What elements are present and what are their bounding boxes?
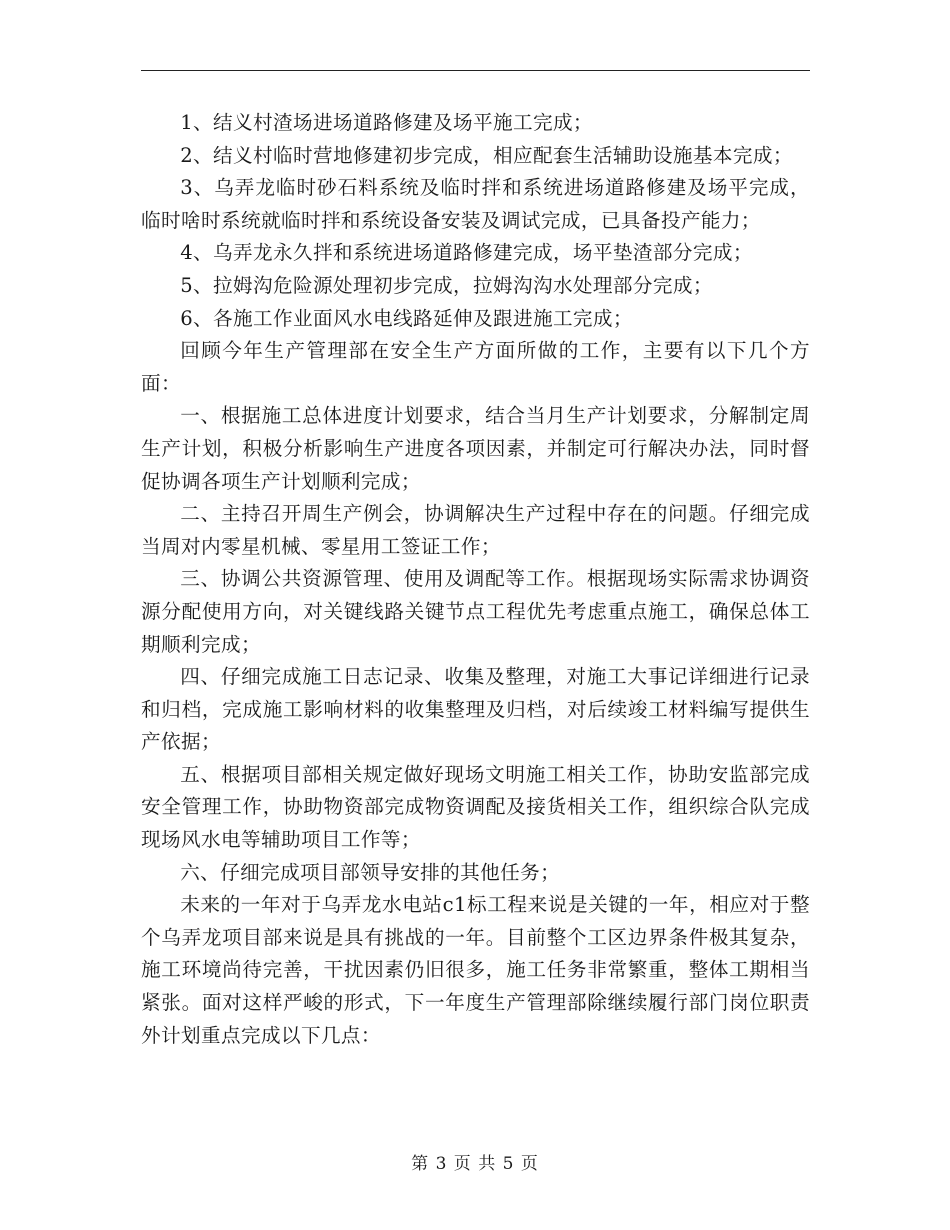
header-rule (141, 70, 810, 71)
paragraph: 1、结义村渣场进场道路修建及场平施工完成； (180, 111, 593, 134)
paragraph: 二、主持召开周生产例会，协调解决生产过程中存在的问题。仔细完成当周对内零星机械、零星用工签证工作； (141, 502, 810, 558)
paragraph: 4、乌弄龙永久拌和系统进场道路修建完成，场平垫渣部分完成； (180, 241, 753, 265)
paragraph: 六、仔细完成项目部领导安排的其他任务； (180, 860, 561, 884)
paragraph: 5、拉姆沟危险源处理初步完成，拉姆沟沟水处理部分完成； (180, 273, 713, 297)
paragraph: 五、根据项目部相关规定做好现场文明施工相关工作，协助安监部完成安全管理工作，协助物资部完成物资调配及接货相关工作，组织综合队完成现场风水电等辅助项目工作等； (141, 762, 810, 852)
footer-suffix: 页 (520, 1154, 539, 1174)
page-footer (0, 1149, 950, 1174)
footer-prefix: 第 (411, 1154, 430, 1174)
paragraph: 一、根据施工总体进度计划要求，结合当月生产计划要求，分解制定周生产计划，积极分析影响生产进度各项因素，并制定可行解决办法，同时督促协调各项生产计划顺利完成； (141, 404, 810, 493)
paragraph: 四、仔细完成施工日志记录、收集及整理，对施工大事记详细进行记录和归档，完成施工影响材料的收集整理及归档，对后续竣工材料编写提供生产依据； (141, 665, 810, 754)
paragraph: 三、协调公共资源管理、使用及调配等工作。根据现场实际需求协调资源分配使用方向，对关键线路关键节点工程优先考虑重点施工，确保总体工期顺利完成； (141, 567, 810, 656)
paragraph: 未来的一年对于乌弄龙水电站c1标工程来说是关键的一年，相应对于整个乌弄龙项目部来说是具有挑战的一年。目前整个工区边界条件极其复杂，施工环境尚待完善，干扰因素仍旧很多，施工任务非常繁重，整体工期相当紧张。面对这样严峻的形式，下一年度生产管理部除继续履行部门岗位职责外计划重点完成以下几点： (141, 893, 810, 1047)
paragraph: 2、结义村临时营地修建初步完成，相应配套生活辅助设施基本完成； (180, 143, 793, 167)
footer-current-page: 3 (435, 1154, 448, 1174)
paragraph: 回顾今年生产管理部在安全生产方面所做的工作，主要有以下几个方面： (141, 339, 810, 395)
paragraph: 3、乌弄龙临时砂石料系统及临时拌和系统进场道路修建及场平完成，临时啥时系统就临时拌和系统设备安装及调试完成，已具备投产能力； (141, 176, 810, 232)
paragraph: 6、各施工作业面风水电线路延伸及跟进施工完成； (180, 306, 633, 330)
footer-middle: 页 共 (453, 1154, 497, 1174)
document-body (141, 107, 810, 1052)
footer-total-pages: 5 (502, 1154, 515, 1174)
